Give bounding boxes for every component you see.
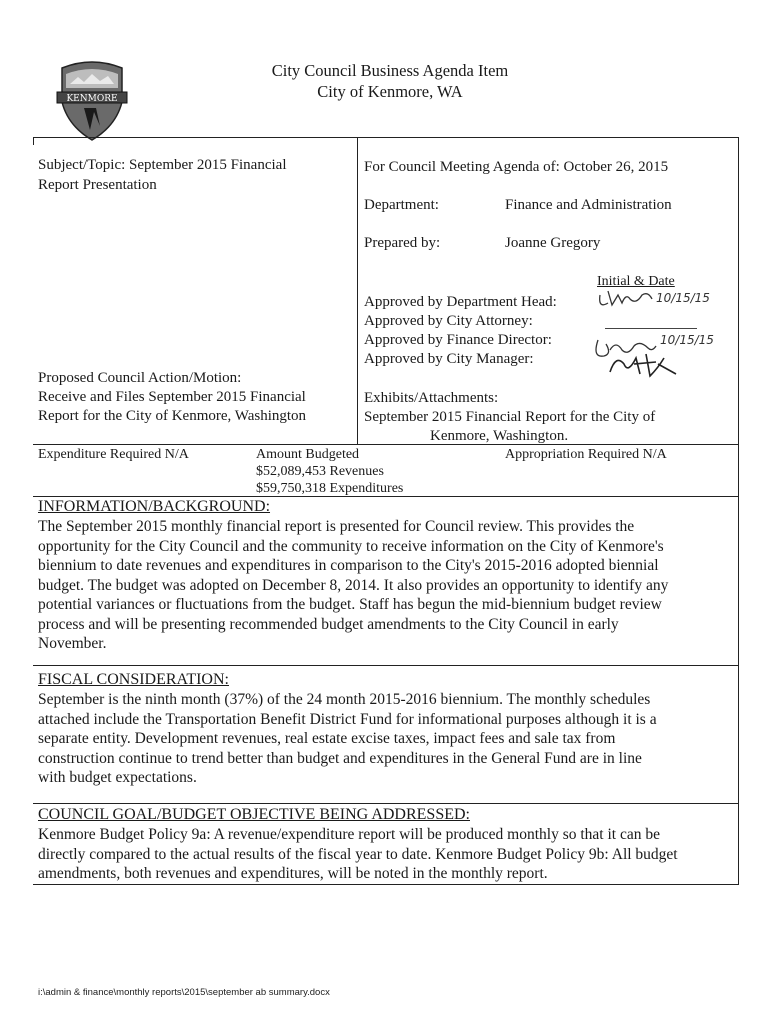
department-label: Department: [364, 197, 439, 213]
info-line: budget. The budget was adopted on December 8, 2014. It also provides an opportunity to identify any [38, 576, 669, 594]
info-line: biennium to date revenues and expenditures in comparison to the City's 2015-2016 adopted biennial [38, 557, 659, 574]
motion-line2: Report for the City of Kenmore, Washington [38, 408, 307, 424]
file-path-footer: i:\admin & finance\monthly reports\2015\september ab summary.docx [38, 987, 330, 998]
form-left-tick [33, 137, 34, 145]
goal-paragraph [38, 825, 733, 884]
subject-label: Subject/Topic: September 2015 Financial [38, 157, 287, 173]
signature-line-attorney [605, 328, 697, 329]
goal-line: Kenmore Budget Policy 9a: A revenue/expenditure report will be produced monthly so that it can be [38, 826, 660, 843]
budget-top-rule [33, 444, 738, 445]
amount-budgeted-label: Amount Budgeted [256, 447, 360, 462]
expenditure-required: Expenditure Required N/A [38, 447, 189, 462]
exhibits-label: Exhibits/Attachments: [364, 390, 499, 406]
prepared-label: Prepared by: [364, 235, 441, 251]
exhibits-line1: September 2015 Financial Report for the City of [364, 409, 656, 425]
prepared-value: Joanne Gregory [505, 235, 601, 251]
info-paragraph [38, 517, 733, 654]
department-value: Finance and Administration [505, 197, 672, 213]
motion-line1: Receive and Files September 2015 Financial [38, 389, 306, 405]
fiscal-line: with budget expectations. [38, 769, 197, 786]
finance-director-sign-date: 10/15/15 [660, 333, 714, 347]
fiscal-top-rule [33, 665, 738, 666]
goal-line: amendments, both revenues and expenditures, will be noted in the monthly report. [38, 865, 548, 882]
amount-budgeted-expenditures: $59,750,318 Expenditures [256, 481, 404, 496]
info-line: opportunity for the City Council and the community to receive information on the City of Kenmore's [38, 537, 664, 555]
city-manager-signature [606, 350, 684, 380]
approval-city-attorney: Approved by City Attorney: [364, 313, 533, 329]
info-line: November. [38, 635, 107, 652]
form-right-rule [738, 137, 739, 885]
kenmore-logo [56, 60, 128, 142]
fiscal-line: separate entity. Development revenues, real estate excise taxes, impact fees and sale tax from [38, 730, 616, 747]
fiscal-line: construction continue to trend better than budget and expenditures in the General Fund are in line [38, 749, 642, 767]
info-line: The September 2015 monthly financial report is presented for Council review. This provides the [38, 518, 635, 535]
info-heading: INFORMATION/BACKGROUND: [38, 498, 271, 515]
exhibits-line2: Kenmore, Washington. [430, 428, 569, 444]
motion-label: Proposed Council Action/Motion: [38, 370, 242, 386]
appropriation-required: Appropriation Required N/A [505, 447, 667, 462]
amount-budgeted-revenues: $52,089,453 Revenues [256, 464, 384, 479]
fiscal-line: attached include the Transportation Benefit District Fund for informational purposes although it is a [38, 710, 657, 728]
form-top-rule [33, 137, 738, 138]
goal-top-rule [33, 803, 738, 804]
subject-line2: Report Presentation [38, 177, 157, 193]
approval-finance-director: Approved by Finance Director: [364, 332, 552, 348]
goal-heading: COUNCIL GOAL/BUDGET OBJECTIVE BEING ADDRESSED: [38, 806, 470, 823]
fiscal-line: September is the ninth month (37%) of the 24 month 2015-2016 biennium. The monthly schedules [38, 691, 651, 708]
department-head-sign-date: 10/15/15 [656, 291, 710, 305]
logo-wordmark: KENMORE [66, 94, 118, 104]
form-center-rule [357, 137, 358, 444]
document-subtitle: City of Kenmore, WA [317, 82, 463, 101]
department-head-signature [596, 285, 656, 313]
info-line: potential variances or fluctuations from the budget. Staff has begun the mid-biennium budget review [38, 596, 662, 613]
fiscal-paragraph [38, 690, 733, 788]
approval-department-head: Approved by Department Head: [364, 294, 557, 310]
form-bottom-rule [33, 884, 738, 885]
meeting-date: For Council Meeting Agenda of: October 26, 2015 [364, 159, 669, 175]
info-line: process and will be presenting recommended budget amendments to the City Council in early [38, 615, 619, 633]
goal-line: directly compared to the actual results of the fiscal year to date. Kenmore Budget Policy 9b: All budget [38, 845, 678, 863]
document-title: City Council Business Agenda Item [271, 61, 509, 80]
initial-date-header: Initial & Date [597, 274, 675, 289]
fiscal-heading: FISCAL CONSIDERATION: [38, 671, 229, 688]
approval-city-manager: Approved by City Manager: [364, 351, 534, 367]
